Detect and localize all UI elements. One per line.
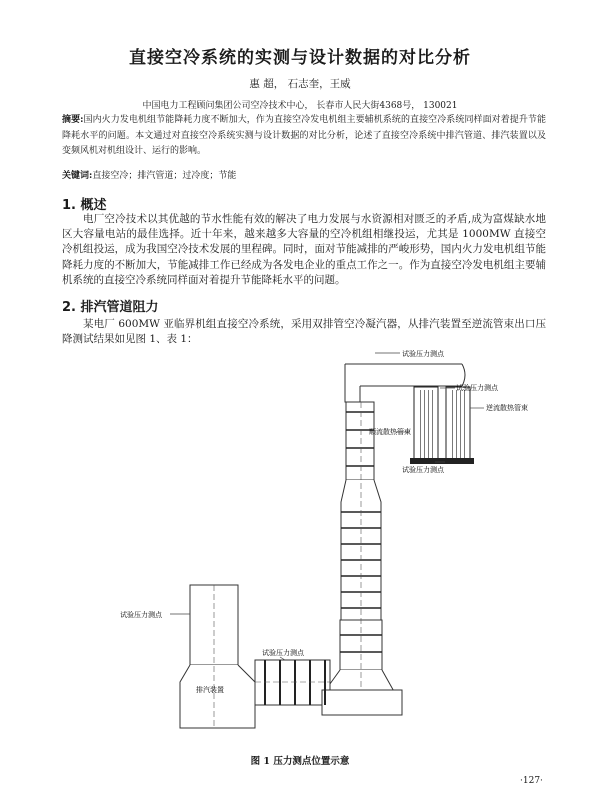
abstract-label: 摘要: xyxy=(62,115,84,125)
counterflow-bundle xyxy=(442,387,474,464)
paper-authors: 惠 超， 石志奎，王威 xyxy=(249,78,351,90)
paper-title: 直接空冷系统的实测与设计数据的对比分析 xyxy=(129,48,471,68)
keywords-label: 关键词: xyxy=(62,171,93,181)
label-test-point-top: 试验压力测点 xyxy=(402,350,444,358)
keywords-text: 直接空冷；排汽管道；过冷度；节能 xyxy=(92,171,237,181)
section1-paragraph: 电厂空冷技术以其优越的节水性能有效的解决了电力发展与水资源相对匮乏的矛盾,成为富煤缺水地区大容量电站的最佳选择。近十年来，越来越多大容量的空冷机组相继投运，尤其是 1000MW 直接空冷机组投运，成为我国空冷技术发展的里程碑。同时，面对节能减排的严峻形势，国内火力发电机组节能降耗力度的不断加大，节能减排工作已经成为各发电企业的重点工作之一。作为直接空冷发电机组主要辅机系统的直接空冷系统同样面对着提升节能降耗水平的问题。 xyxy=(62,213,546,286)
paper-affiliation: 中国电力工程顾问集团公司空冷技术中心， 长春市人民大街4368号， 130021 xyxy=(142,101,458,111)
label-test-point-mid: 试验压力测点 xyxy=(262,649,304,657)
section2-heading: 2. 排汽管道阻力 xyxy=(62,300,159,315)
label-test-point-left: 试验压力测点 xyxy=(120,611,162,619)
section2-paragraph: 某电厂 600MW 亚临界机组直接空冷系统，采用双排管空冷凝汽器，从排汽装置至逆流管束出口压降测试结果如见图 1、表 1： xyxy=(62,318,546,346)
parallel-bundle xyxy=(410,387,442,464)
exhaust-device xyxy=(180,585,255,728)
abstract-text: 国内火力发电机组节能降耗力度不断加大，作为直接空冷发电机组主要辅机系统的直接空冷系统同样面对着提升节能降耗水平的问题。本文通过对直接空冷系统实测与设计数据的对比分析，论述了直接空冷系统中排汽管道、排汽装置以及变频风机对机组设计、运行的影响。 xyxy=(62,115,546,157)
label-parallel-bundle: 顺流散热管束 xyxy=(369,428,411,436)
label-counterflow-bundle: 逆流散热管束 xyxy=(486,404,528,412)
figure-caption: 图 1 压力测点位置示意 xyxy=(250,756,350,767)
label-exhaust-device: 排汽装置 xyxy=(196,686,224,694)
section1-heading: 1. 概述 xyxy=(62,198,107,213)
label-test-point-bottom: 试验压力测点 xyxy=(402,466,444,474)
page-number: ·127· xyxy=(520,776,543,786)
label-test-point-upper: 试验压力测点 xyxy=(456,384,498,392)
exhaust-riser xyxy=(322,402,396,695)
